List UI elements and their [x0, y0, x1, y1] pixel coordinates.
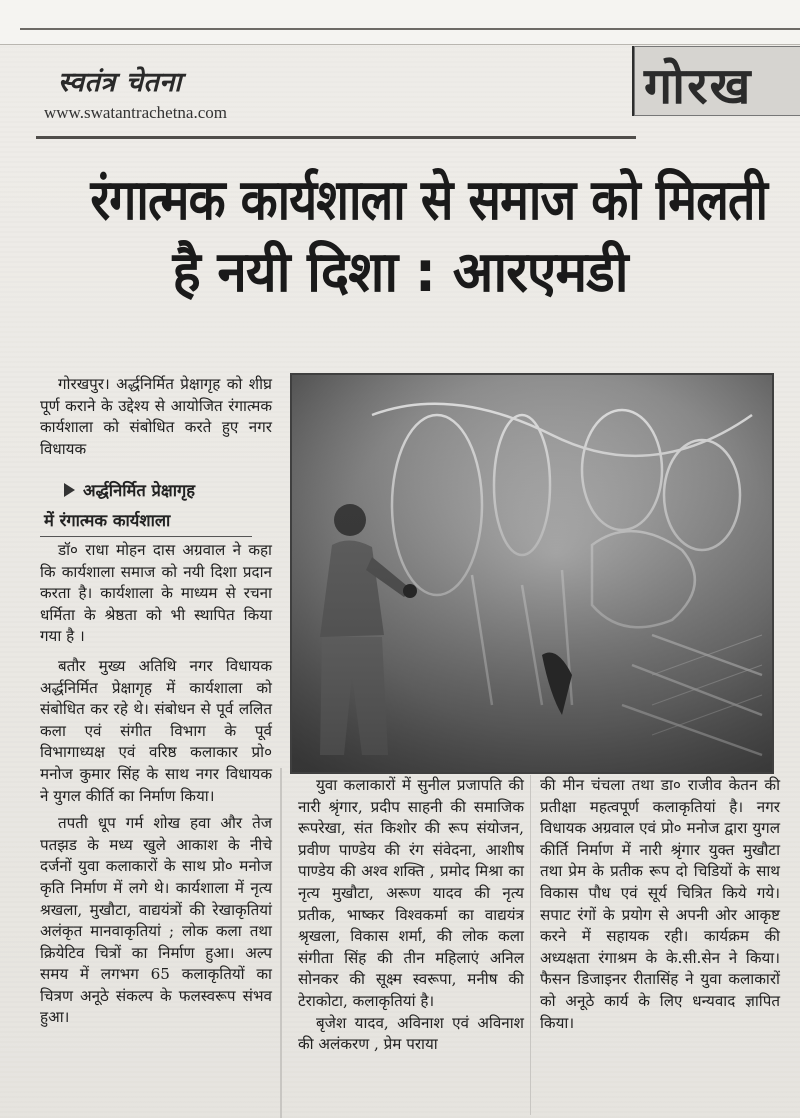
column-2-paragraph-1: युवा कलाकारों में सुनील प्रजापति की नारी श्रृंगार, प्रदीप साहनी की समाजिक रूपरेखा, संत किशोर की रूप संयोजन, प्रवीण पाण्डेय की रंग संवेदना, आशीष पाण्डेय की अश्व शक्ति , प्रमोद मिश्रा का नृत्य मुखौटा, अरूण यादव की नृत्य प्रतीक, भाष्कर विश्वकर्मा का वाद्ययंत्र श्रृखला, विकास शर्मा, की लोक कला संगीता सिंह की तीन महिलाएं अनिल सोनकर की सूक्ष्म स्वरूपा, मनीष की टेराकोटा, कलाकृतियां है। — [298, 776, 524, 1010]
column-2 — [298, 775, 524, 1056]
subheading — [40, 476, 272, 537]
photo-woman-painting-wall — [292, 375, 772, 772]
headline-line-1: रंगात्मक कार्यशाला से समाज को मिलती — [90, 168, 768, 233]
column-1-intro — [40, 374, 272, 460]
top-rule — [20, 28, 800, 30]
newspaper-logo: स्वतंत्र चेतना — [58, 67, 182, 98]
masthead-divider — [36, 136, 636, 139]
headline — [40, 165, 768, 309]
intro-paragraph: गोरखपुर। अर्द्धनिर्मित प्रेक्षागृह को शीघ्र पूर्ण कराने के उद्देश्य से आयोजित रंगात्मक कार्यशाला को संबोधित करते हुए नगर विधायक — [40, 375, 272, 458]
top-margin — [0, 0, 800, 45]
column-3-paragraph: की मीन चंचला तथा डा० राजीव केतन की प्रतीक्षा महत्वपूर्ण कलाकृतियां है। नगर विधायक अग्रवाल एवं प्रो० मनोज द्वारा युगल कीर्ति निर्माण में नारी श्रृंगार युक्त मुखौटा तथा प्रेम के प्रतीक रूप दो चिडियों के साथ विकास पौध एवं सूर्य चित्रित किये गये। सपाट रंगों के प्रयोग से अपनी ओर आकृष्ट करने में सहायक रही। कार्यक्रम की अध्यक्षता रंगाश्रम के के.सी.सेन ने किया। फैसन डिजाइनर रीतासिंह ने युवा कलाकारों को अनूठे कार्य के लिए धन्यवाद ज्ञापित किया। — [540, 776, 780, 1032]
news-photo — [290, 373, 774, 774]
city-edition-band — [632, 46, 800, 116]
subheading-line-1: अर्द्धनिर्मित प्रेक्षागृह — [83, 481, 196, 500]
body-paragraph-3: तपती धूप गर्म शोख हवा और तेज पतझड के मध्य खुले आकाश के नीचे दर्जनों युवा कलाकारों के साथ प्रो० मनोज कृति निर्माण में लगे थे। कार्यशाला में नृत्य श्रखला, मुखौटा, वाद्ययंत्रों की रेखाकृतियां अलंकृत मानवाकृतियां ; लोक कला तथा क्रियेटिव चित्रों का निर्माण हुआ। अल्प समय में लगभग 65 कलाकृतियों का चित्रण अनूठे संकल्प के फलस्वरूप संभव हुआ। — [40, 814, 272, 1027]
headline-line-2: है नयी दिशा : आरएमडी — [172, 240, 628, 305]
column-1-body — [40, 540, 272, 1029]
subheading-line-2: में रंगात्मक कार्यशाला — [40, 506, 252, 537]
column-divider — [280, 768, 282, 1118]
body-paragraph-2: बतौर मुख्य अतिथि नगर विधायक अर्द्धनिर्मित प्रेक्षागृह में कार्यशाला को संबोधित कर रहे थे। संबोधन से पूर्व ललित कला एवं संगीत विभाग के पूर्व विभागाध्यक्ष एवं वरिष्ठ कलाकार प्रो० मनोज कुमार सिंह के साथ नगर विधायक ने युगल कीर्ति का निर्माण किया। — [40, 656, 272, 805]
website-url: www.swatantrachetna.com — [44, 103, 227, 122]
body-paragraph-1: डॉ० राधा मोहन दास अग्रवाल ने कहा कि कार्यशाला समाज को नयी दिशा प्रदान करता है। कार्यशाला के माध्यम से रचना धर्मिता के श्रेष्ठता को भी स्थापित किया गया है । — [40, 541, 272, 646]
column-2-paragraph-2: बृजेश यादव, अविनाश एवं अविनाश की अलंकरण , प्रेम पराया — [298, 1013, 524, 1054]
column-3 — [540, 775, 780, 1034]
triangle-bullet-icon — [64, 483, 75, 497]
column-divider-2 — [530, 775, 531, 1115]
city-edition-label: गोरख — [644, 57, 753, 115]
